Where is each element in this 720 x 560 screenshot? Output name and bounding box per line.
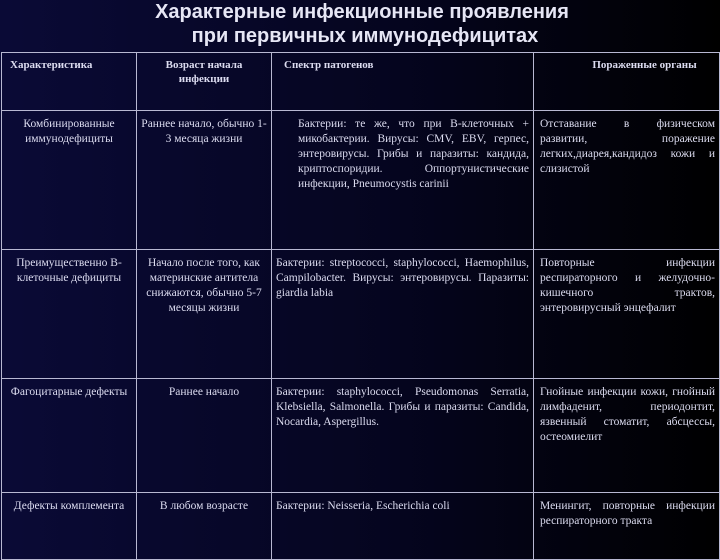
cell-organs xyxy=(534,111,720,250)
table-row xyxy=(2,250,720,379)
cell-organs xyxy=(534,493,720,560)
cell-organs-text: Гнойные инфекции кожи, гнойный лимфаденит, периодонтит, язвенный стоматит, абсцессы, остеомиелит xyxy=(540,386,715,443)
table-header-row xyxy=(2,53,720,111)
cell-pathogens-text: Бактерии: streptococci, staphylococci, Haemophilus, Campilobacter. Вирусы: энтеровирусы. Паразиты: giardia labia xyxy=(276,257,529,299)
cell-pathogens xyxy=(272,111,534,250)
table-row xyxy=(2,493,720,560)
cell-age: В любом возрасте xyxy=(137,493,272,560)
cell-organs xyxy=(534,379,720,493)
cell-characteristic: Дефекты комплемента xyxy=(2,493,137,560)
header-age-onset: Возраст начала инфекции xyxy=(137,53,272,111)
immunodeficiency-table xyxy=(1,52,720,560)
slide-title-line-1: Характерные инфекционные проявления xyxy=(155,1,569,23)
cell-organs-text: Повторные инфекции респираторного и желудочно-кишечного трактов, энтеровирусный энцефалит xyxy=(540,257,715,314)
table-row xyxy=(2,111,720,250)
cell-characteristic: Преимущественно В-клеточные дефициты xyxy=(2,250,137,379)
cell-organs-text: Отставание в физическом развитии, поражение легких,диарея,кандидоз кожи и слизистой xyxy=(540,118,715,175)
header-characteristic: Характеристика xyxy=(2,53,137,111)
cell-organs xyxy=(534,250,720,379)
cell-pathogens-text: Бактерии: те же, что при В-клеточных + микобактерии. Вирусы: CMV, EBV, герпес, энтеровирусы. Грибы и паразиты: кандида, криптоспоридии. Оппортунистические инфекции, Pneumocystis carinii xyxy=(298,118,529,190)
header-pathogens: Спектр патогенов xyxy=(272,53,534,111)
cell-pathogens xyxy=(272,379,534,493)
cell-age: Раннее начало, обычно 1-3 месяца жизни xyxy=(137,111,272,250)
header-organs: Пораженные органы xyxy=(534,53,720,111)
cell-characteristic: Фагоцитарные дефекты xyxy=(2,379,137,493)
table-row xyxy=(2,379,720,493)
cell-pathogens xyxy=(272,493,534,560)
cell-characteristic: Комбинированные иммунодефициты xyxy=(2,111,137,250)
cell-age: Раннее начало xyxy=(137,379,272,493)
cell-pathogens-text: Бактерии: Neisseria, Escherichia coli xyxy=(276,500,450,512)
cell-age: Начало после того, как материнские антитела снижаются, обычно 5-7 месяцы жизни xyxy=(137,250,272,379)
cell-pathogens xyxy=(272,250,534,379)
slide-title xyxy=(0,0,720,50)
cell-organs-text: Менингит, повторные инфекции респираторного тракта xyxy=(540,500,715,527)
cell-pathogens-text: Бактерии: staphylococci, Pseudomonas Serratia, Klebsiella, Salmonella. Грибы и паразиты: Candida, Nocardia, Aspergillus. xyxy=(276,386,529,428)
slide-title-line-2: при первичных иммунодефицитах xyxy=(191,25,539,47)
